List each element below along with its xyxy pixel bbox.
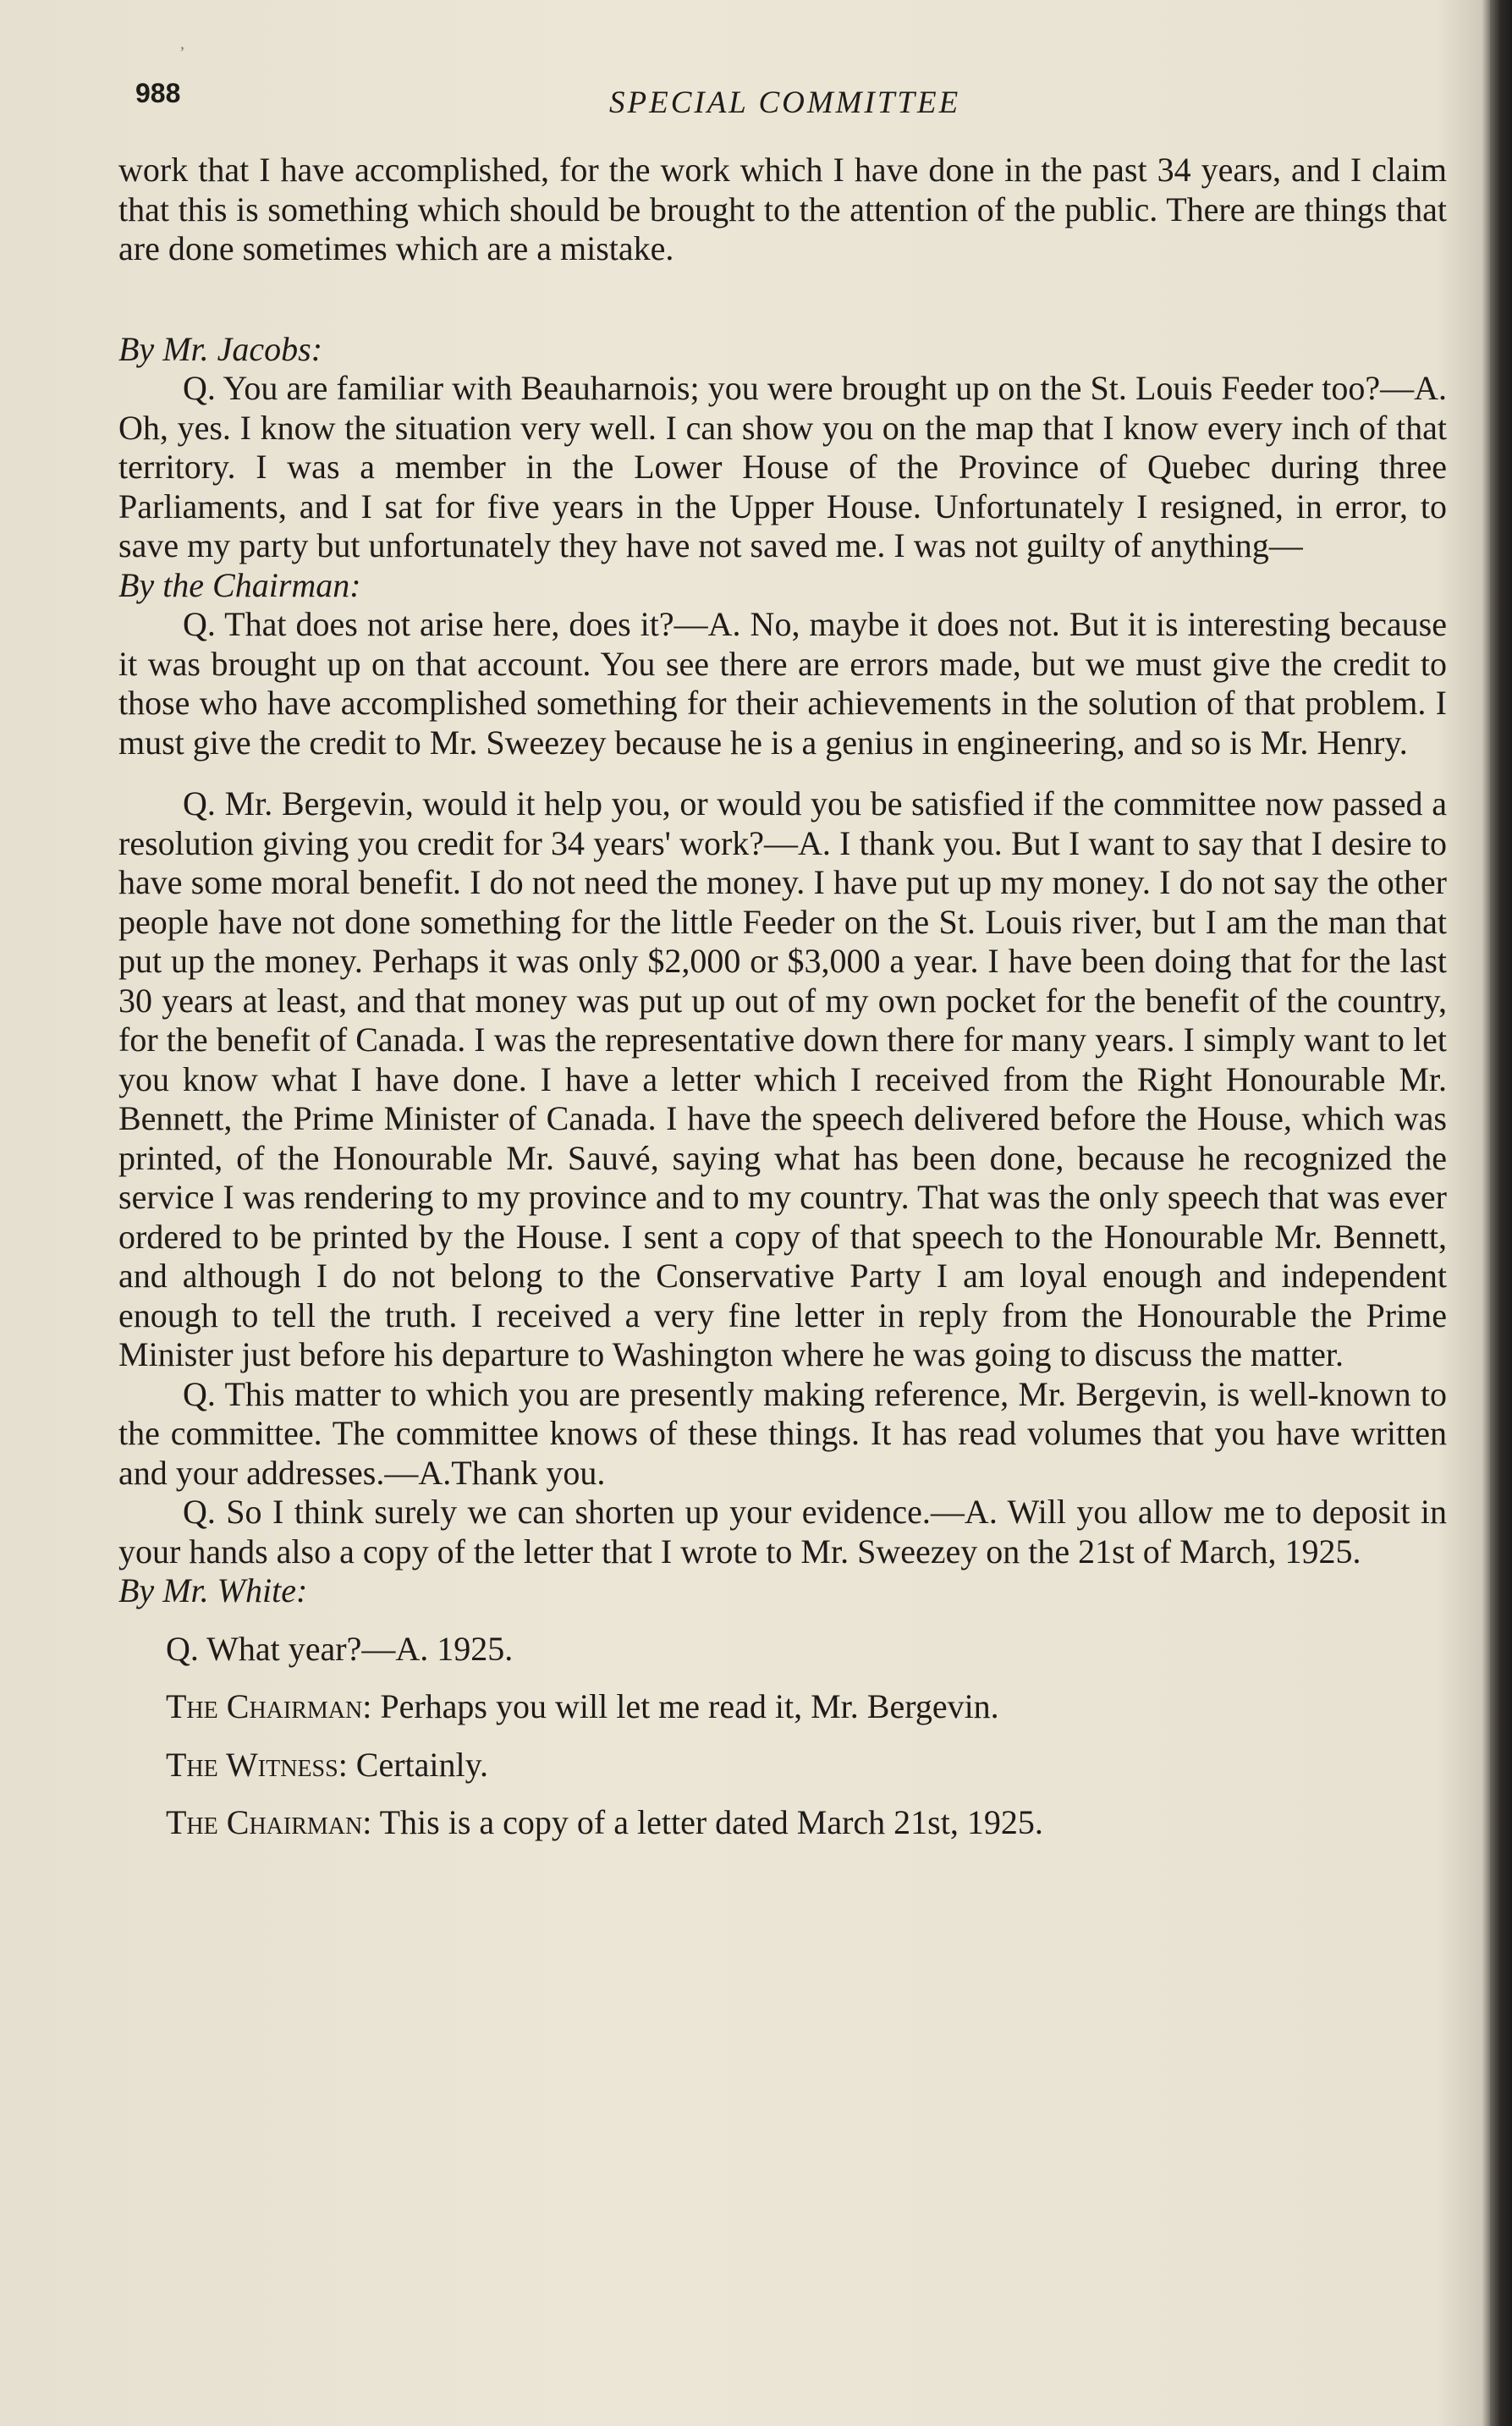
pencil-mark: ʼ [179, 44, 185, 63]
chairman-statement-1 [118, 1687, 1447, 1727]
chairman-paragraph-4: Q. So I think surely we can shorten up your evidence.—A. Will you allow me to deposit in your hands also a copy of the letter that I wrote to Mr. Sweezey on the 21st of March, 1925. [118, 1493, 1447, 1571]
page-header [127, 78, 1447, 129]
statement-text: : Perhaps you will let me read it, Mr. Bergevin. [362, 1687, 999, 1725]
running-head: SPECIAL COMMITTEE [609, 85, 961, 120]
statement-text: : Certainly. [338, 1745, 489, 1784]
statement-text: : This is a copy of a letter dated March 21st, 1925. [362, 1803, 1043, 1841]
examiner-heading-white: By Mr. White: [118, 1571, 308, 1609]
opening-paragraph: work that I have accomplished, for the work which I have done in the past 34 years, and I claim that this is something which should be brought to the attention of the public. There are things that are done sometimes which are a mistake. [118, 151, 1447, 267]
speaker-witness: The Witness [166, 1745, 338, 1784]
chairman-statement-2 [118, 1803, 1447, 1843]
jacobs-paragraph-1: Q. You are familiar with Beauharnois; you were brought up on the St. Louis Feeder too?—A. Oh, yes. I know the situation very well. I can show you on the map that I know every inch of that territory. I was a member in the Lower House of the Province of Quebec during three Parliaments, and I sat for five years in the Upper House. Unfortunately I resigned, in error, to save my party but unfortunately they have not saved me. I was not guilty of anything— [118, 369, 1447, 564]
page-edge-shadow [1490, 0, 1512, 2426]
chairman-paragraph-3: Q. This matter to which you are presently making reference, Mr. Bergevin, is well-known to the committee. The committee knows of these things. It has read volumes that you have written and your addresses.—A.Thank you. [118, 1374, 1447, 1492]
chairman-paragraph-2: Q. Mr. Bergevin, would it help you, or would you be satisfied if the committee now passed a resolution giving you credit for 34 years' work?—A. I thank you. But I want to say that I desire to have some moral benefit. I do not need the money. I have put up my money. I do not say the other people have not done something for the little Feeder on the St. Louis river, but I am the man that put up the money. Perhaps it was only $2,000 or $3,000 a year. I have been doing that for the last 30 years at least, and that money was put up out of my own pocket for the benefit of the country, for the benefit of Canada. I was the representative down there for many years. I simply want to let you know what I have done. I have a letter which I received from the Right Honourable Mr. Bennett, the Prime Minister of Canada. I have the speech delivered before the House, which was printed, of the Honourable Mr. Sauvé, saying what has been done, because he recognized the service I was rendering to my province and to my country. That was the only speech that was ever ordered to be printed by the House. I sent a copy of that speech to the Honourable Mr. Bennett, and although I do not belong to the Conservative Party I am loyal enough and independent enough to tell the truth. I received a very fine letter in reply from the Honourable the Prime Minister just before his departure to Washington where he was going to discuss the matter. [118, 784, 1447, 1373]
page-number: 988 [135, 78, 181, 108]
examiner-heading-chairman: By the Chairman: [118, 565, 361, 604]
speaker-chairman: The Chairman [166, 1803, 363, 1841]
chairman-paragraph-1: Q. That does not arise here, does it?—A. No, maybe it does not. But it is interesting because it was brought up on that account. You see there are errors made, but we must give the credit to those who have accomplished something for their achievements in the solution of that problem. I must give the credit to Mr. Sweezey because he is a genius in engineering, and so is Mr. Henry. [118, 605, 1447, 762]
witness-statement [118, 1746, 1447, 1785]
speaker-chairman: The Chairman [166, 1687, 363, 1725]
white-question: Q. What year?—A. 1925. [166, 1629, 514, 1668]
testimony-body [118, 151, 1447, 1843]
examiner-heading-jacobs: By Mr. Jacobs: [118, 329, 323, 368]
